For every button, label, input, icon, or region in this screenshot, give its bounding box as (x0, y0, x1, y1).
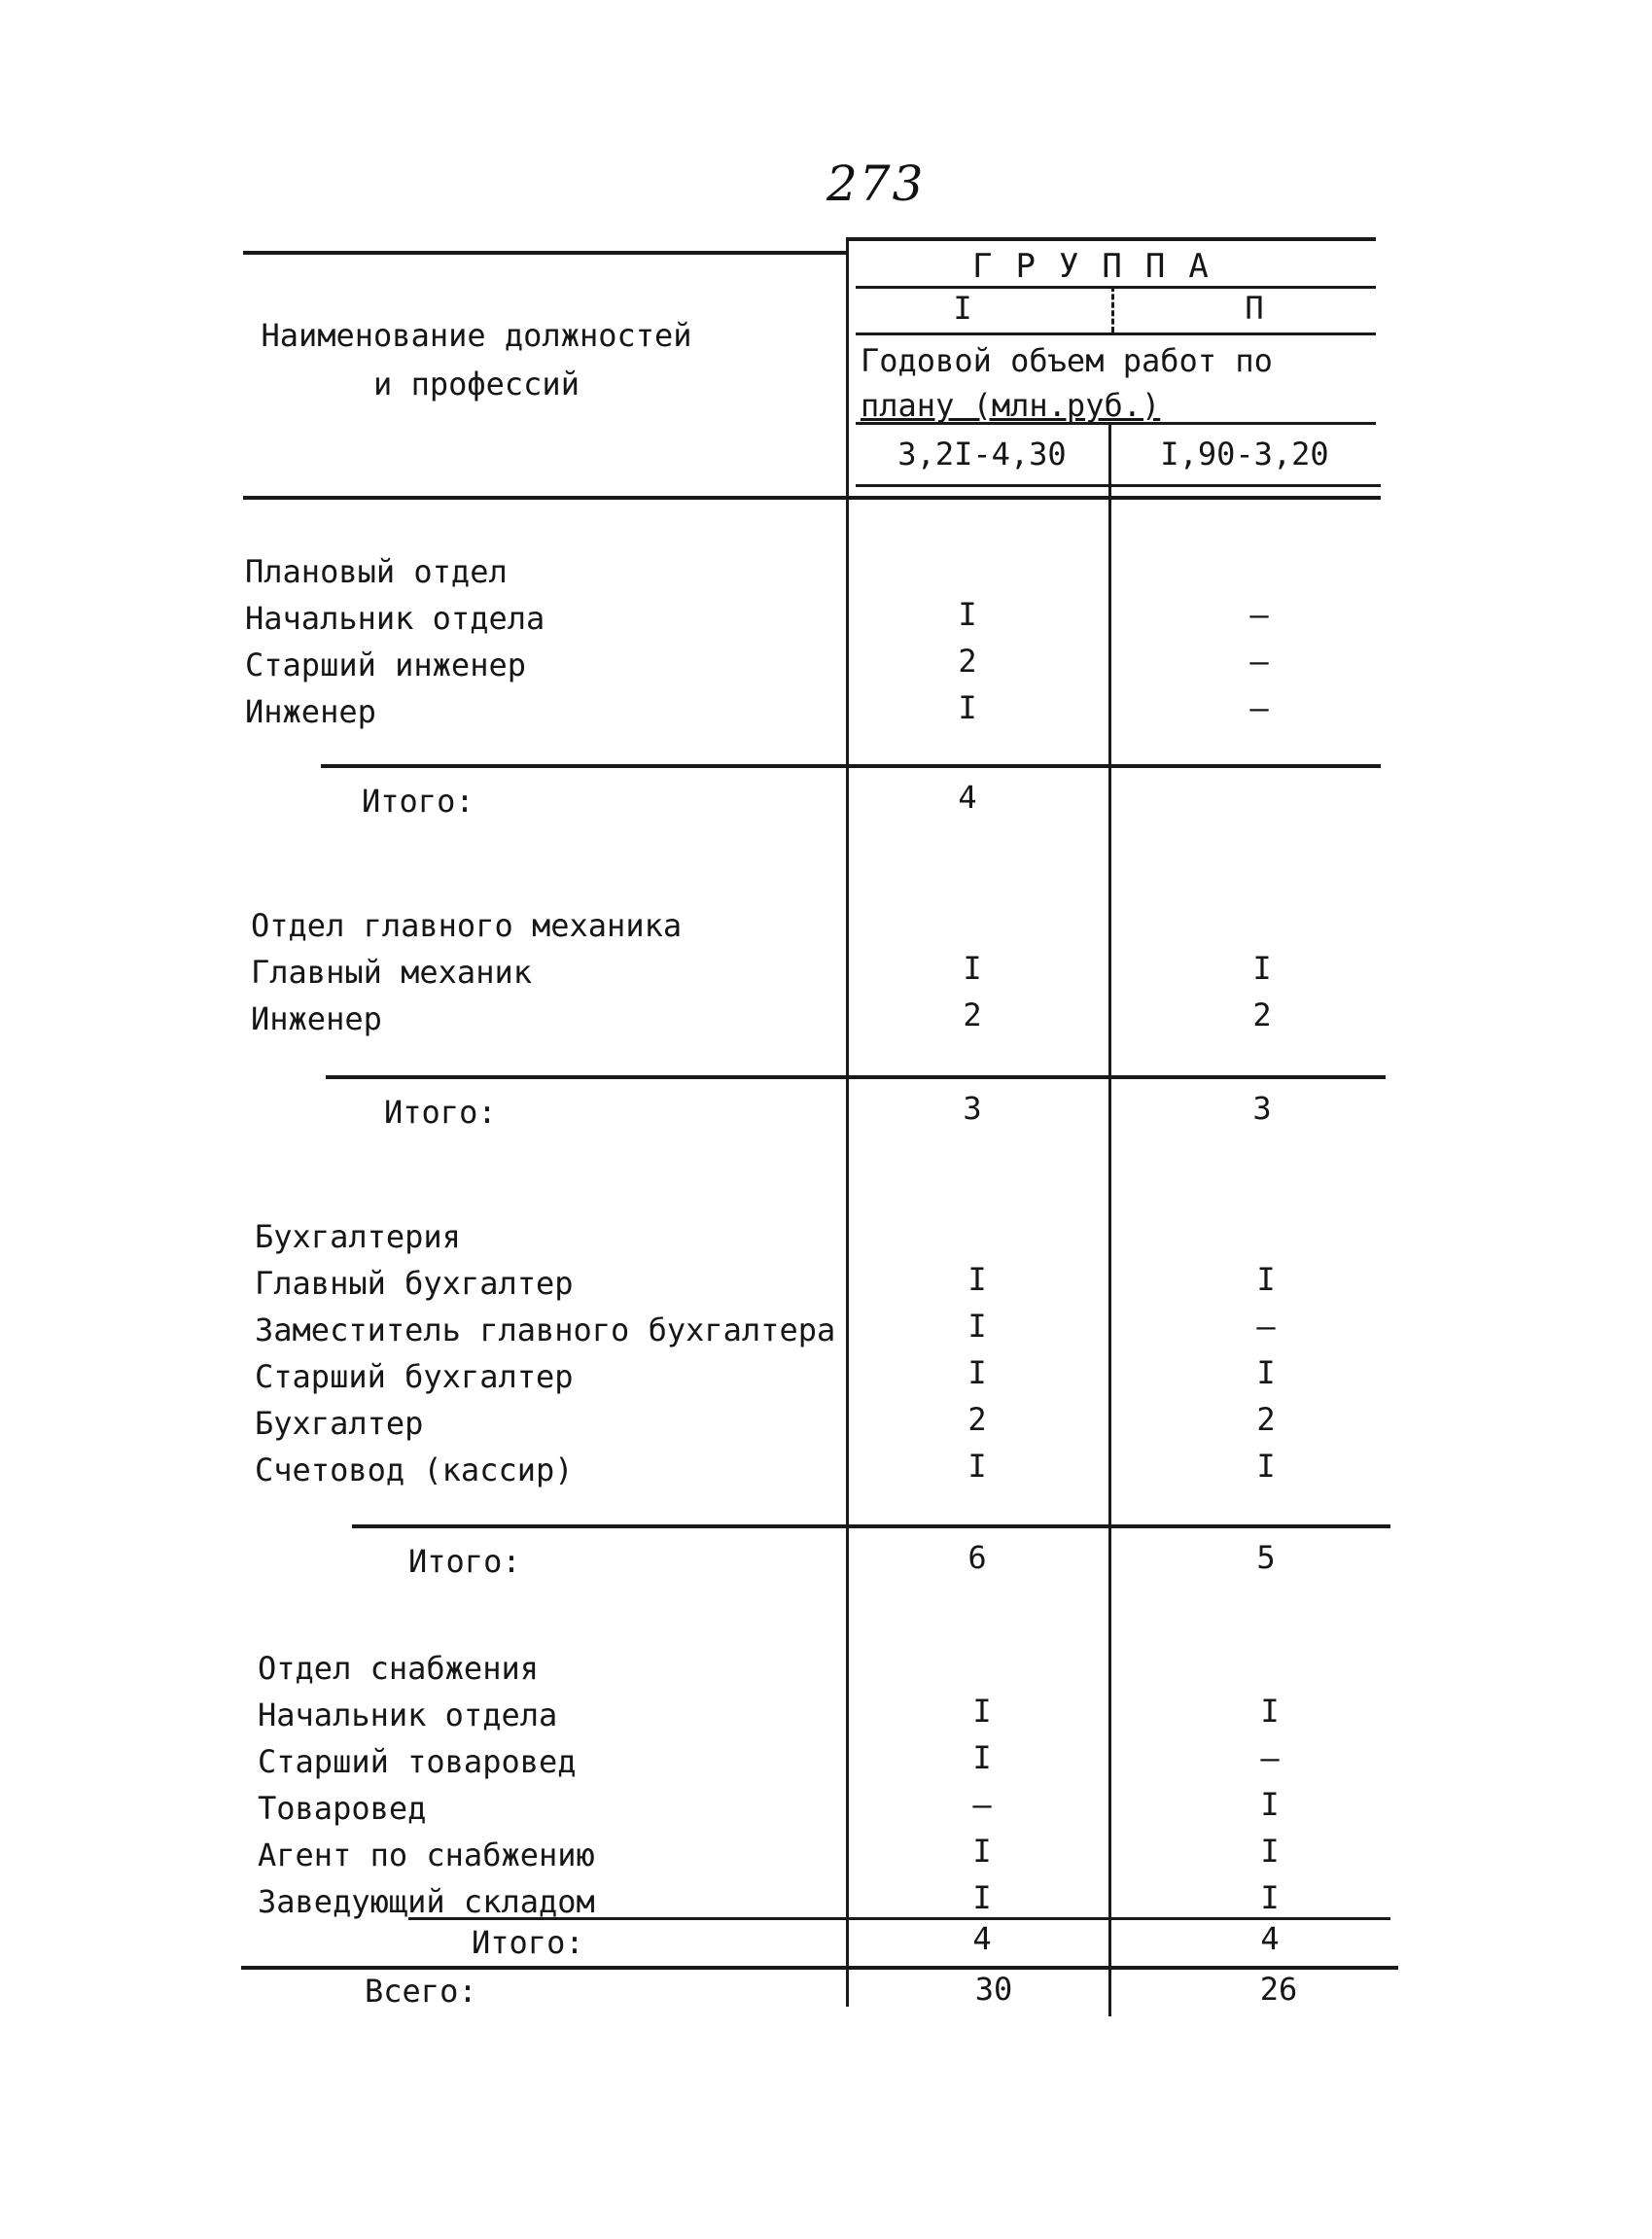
row-value-col2: I (1260, 1786, 1280, 1823)
row-name: Главный механик (251, 954, 532, 991)
row-value-col2: – (1260, 1739, 1280, 1776)
row-value-col2: 2 (1252, 997, 1272, 1033)
row-name: Начальник отдела (245, 600, 545, 637)
col2-group-number: П (1245, 290, 1264, 327)
row-value-col2: I (1260, 1833, 1280, 1870)
row-value-col1: I (967, 1354, 987, 1391)
header-bottom-rule (243, 496, 1381, 500)
row-name: Заведующий складом (258, 1883, 595, 1920)
row-name: Инженер (245, 693, 376, 730)
section-title: Бухгалтерия (255, 1218, 461, 1255)
section-total-col2: 4 (1260, 1920, 1280, 1957)
row-value-col1: 2 (963, 997, 982, 1033)
section-total-rule (352, 1524, 1390, 1528)
row-value-col1: I (972, 1693, 992, 1730)
row-value-col2: 2 (1256, 1401, 1276, 1438)
row-name: Агент по снабжению (258, 1837, 595, 1873)
section-total-col1: 3 (963, 1090, 982, 1127)
grand-total-col1: 30 (974, 1971, 1013, 2008)
row-value-col1: 2 (967, 1401, 987, 1438)
row-name: Товаровед (258, 1790, 427, 1827)
section-total-col2: 3 (1252, 1090, 1272, 1127)
section-title: Отдел снабжения (258, 1650, 539, 1687)
row-value-col2: I (1260, 1693, 1280, 1730)
row-value-col1: I (963, 950, 982, 987)
row-name: Старший бухгалтер (255, 1358, 574, 1395)
section-total-label: Итого: (472, 1924, 584, 1961)
column-divider-left (846, 237, 849, 2007)
col1-group-number: I (953, 290, 972, 327)
table-top-rule (243, 251, 846, 255)
row-value-col1: I (967, 1261, 987, 1298)
row-name: Старший товаровед (258, 1743, 577, 1780)
row-name: Главный бухгалтер (255, 1265, 574, 1302)
column-divider-right (1108, 422, 1111, 2016)
group-title-rule (856, 286, 1376, 289)
row-value-col1: I (972, 1879, 992, 1916)
row-value-col2: I (1256, 1261, 1276, 1298)
section-total-col1: 6 (967, 1539, 987, 1576)
row-value-col2: I (1252, 950, 1272, 987)
table-top-rule-right (846, 237, 1376, 241)
volume-label-line1: Годовой объем работ по (861, 342, 1273, 379)
section-total-col1: 4 (958, 779, 977, 816)
section-total-rule (321, 764, 1381, 768)
section-total-col1: 4 (972, 1920, 992, 1957)
row-value-col2: I (1260, 1879, 1280, 1916)
grand-total-col2: 26 (1259, 1971, 1298, 2008)
section-total-col2: 5 (1256, 1539, 1276, 1576)
row-name: Заместитель главного бухгалтера (255, 1312, 836, 1348)
row-value-col2: – (1249, 689, 1269, 726)
row-value-col1: I (958, 689, 977, 726)
row-value-col2: – (1249, 643, 1269, 680)
row-value-col1: I (967, 1308, 987, 1345)
header-range-rule (856, 484, 1381, 487)
row-value-col2: – (1249, 596, 1269, 633)
positions-header-label: Наименование должностей и профессий (261, 317, 692, 402)
row-value-col1: I (972, 1833, 992, 1870)
group-num-divider (1111, 286, 1114, 332)
row-name: Счетовод (кассир) (255, 1452, 574, 1488)
row-value-col1: I (967, 1448, 987, 1485)
row-name: Инженер (251, 1000, 382, 1037)
col2-range: I,90-3,20 (1160, 436, 1329, 472)
section-total-label: Итого: (362, 783, 475, 820)
row-name: Старший инженер (245, 647, 526, 683)
row-name: Начальник отдела (258, 1697, 558, 1733)
volume-label-line2: плану (млн.руб.) (861, 387, 1161, 424)
section-title: Отдел главного механика (251, 907, 683, 944)
section-total-rule (326, 1075, 1386, 1079)
col1-range: 3,2I-4,30 (897, 436, 1067, 472)
row-value-col2: I (1256, 1448, 1276, 1485)
group-num-rule (856, 332, 1376, 335)
row-value-col1: 2 (958, 643, 977, 680)
group-title: ГРУППА (972, 247, 1232, 286)
row-value-col1: – (972, 1786, 992, 1823)
page-number: 273 (826, 156, 926, 212)
grand-total-label: Всего: (365, 1973, 477, 2010)
section-total-label: Итого: (384, 1094, 497, 1131)
row-value-col2: I (1256, 1354, 1276, 1391)
row-value-col1: I (972, 1739, 992, 1776)
row-value-col1: I (958, 596, 977, 633)
volume-label (861, 338, 1386, 428)
grand-total-rule (241, 1966, 1398, 1970)
section-title: Плановый отдел (245, 553, 508, 590)
row-name: Бухгалтер (255, 1405, 424, 1442)
section-total-label: Итого: (408, 1543, 521, 1580)
row-value-col2: – (1256, 1308, 1276, 1345)
